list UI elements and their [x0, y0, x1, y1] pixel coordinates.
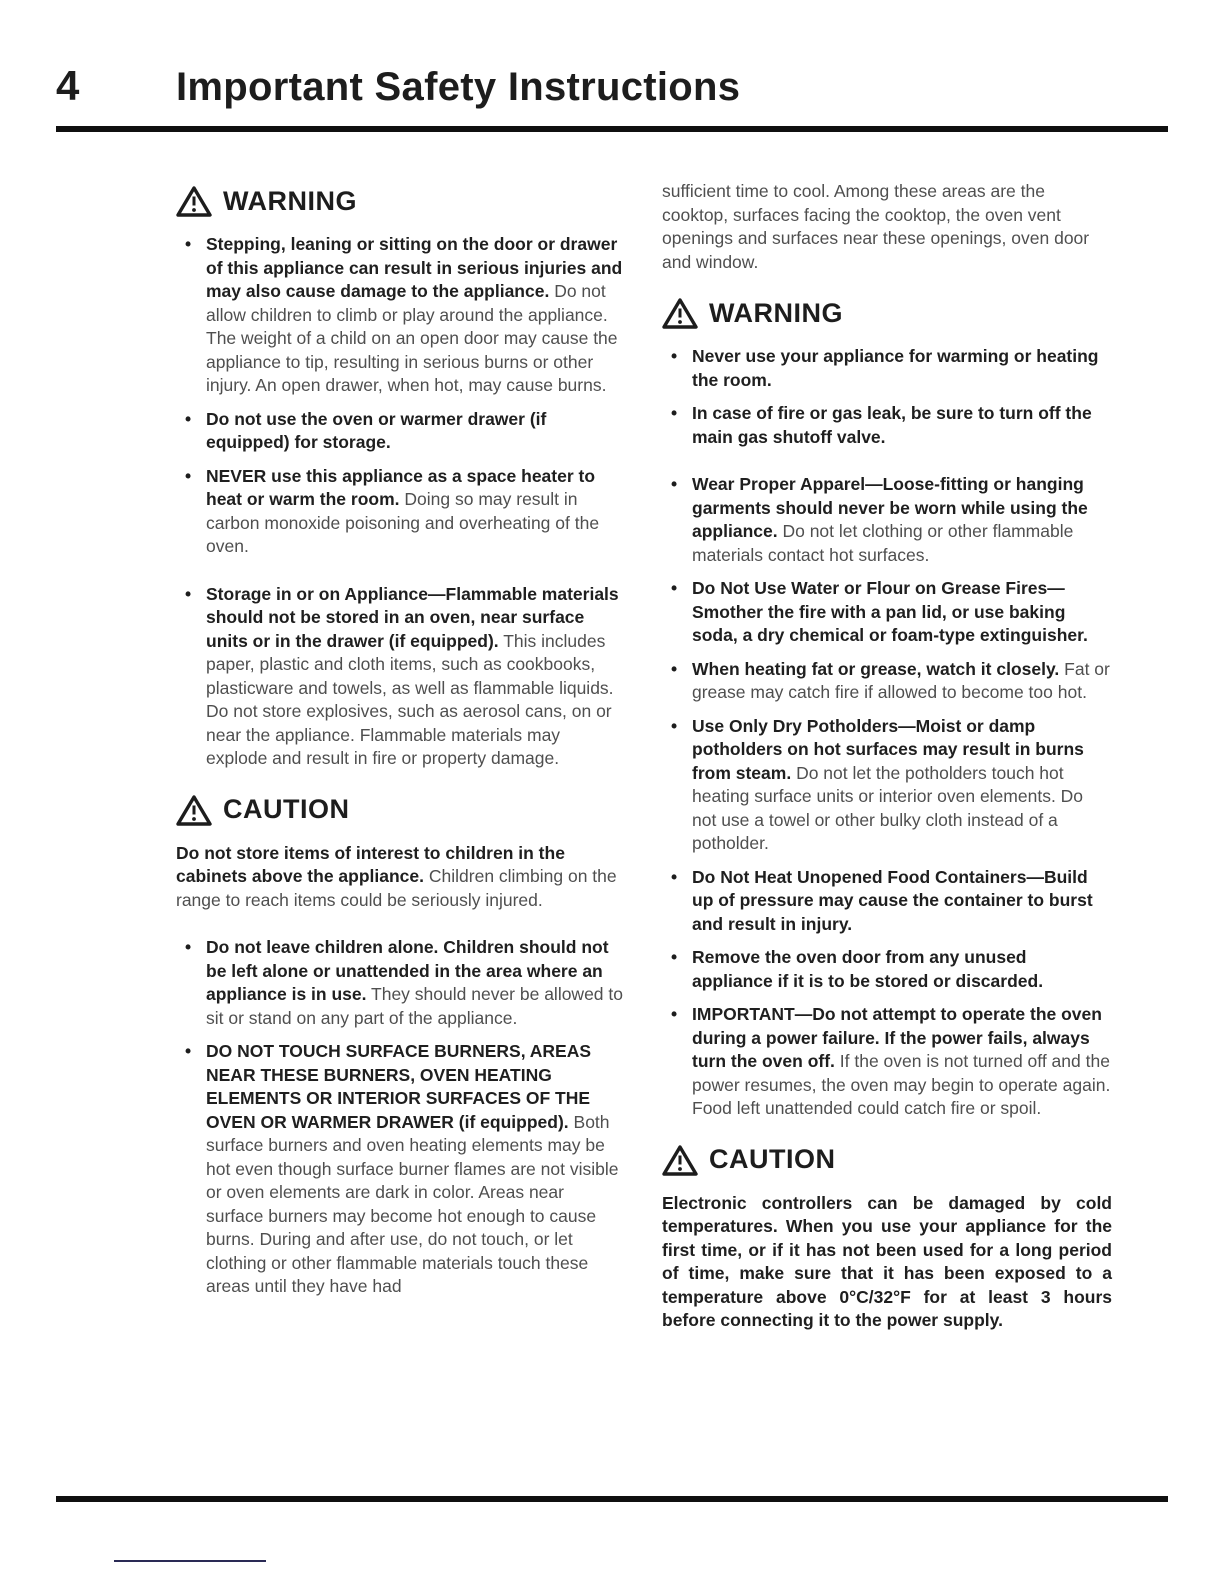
- bullet-item: [662, 1003, 1112, 1121]
- bullet-bold: IMPORTANT—Do not attempt to operate the oven during a power failure. If the power fails, always turn the oven off.: [692, 1004, 1102, 1071]
- paragraph-text: Children climbing on the range to reach items could be seriously injured.: [176, 866, 617, 910]
- content-columns: [176, 180, 1112, 1343]
- warning-header: [176, 186, 626, 217]
- bullet-bold: Never use your appliance for warming or heating the room.: [692, 346, 1099, 390]
- footer-mark: [114, 1560, 266, 1562]
- bullet-bold: Wear Proper Apparel—Loose-fitting or hanging garments should never be worn while using the appliance.: [692, 474, 1088, 541]
- bullet-bold: NEVER use this appliance as a space heater to heat or warm the room.: [206, 465, 596, 509]
- bullet-item: [176, 583, 626, 771]
- caution-paragraph: [176, 842, 626, 913]
- right-column: [662, 180, 1112, 1343]
- bullet-item: [662, 473, 1112, 567]
- bullet-text: Do not let the potholders touch hot heating surface units or interior oven elements. Do not use a towel or other bulky cloth instead of a potholder.: [692, 762, 1084, 853]
- bullet-text: Do not allow children to climb or play around the appliance. The weight of a child on an open door may cause the appliance to tip, resulting in serious burns or other injury. An open drawer, when hot, may cause burns.: [206, 281, 618, 395]
- warning-triangle-icon: [176, 795, 212, 826]
- bullet-bold: In case of fire or gas leak, be sure to turn off the main gas shutoff valve.: [692, 403, 1092, 447]
- paragraph-bold: Do not store items of interest to children in the cabinets above the appliance.: [176, 842, 565, 886]
- left-column: [176, 180, 626, 1343]
- warning-triangle-icon: [662, 298, 698, 329]
- bullet-text: Doing so may result in carbon monoxide poisoning and overheating of the oven.: [206, 489, 600, 556]
- warning-header: [662, 298, 1112, 329]
- bullet-item: [176, 233, 626, 398]
- bullet-text: If the oven is not turned off and the power resumes, the oven may begin to operate again. Food left unattended could catch fire or spoil.: [692, 1051, 1111, 1118]
- bullet-bold: Do Not Heat Unopened Food Containers—Build up of pressure may cause the container to burst and result in injury.: [692, 866, 1093, 934]
- bullet-item: [662, 946, 1112, 993]
- warning-label: WARNING: [709, 297, 843, 328]
- caution-header: [176, 795, 626, 826]
- bullet-item: [662, 715, 1112, 856]
- bullet-item: [662, 345, 1112, 392]
- bullet-bold: When heating fat or grease, watch it closely.: [692, 658, 1060, 679]
- warning-triangle-icon: [662, 1145, 698, 1176]
- caution-label: CAUTION: [223, 794, 350, 825]
- bullet-bold: Do Not Use Water or Flour on Grease Fires—Smother the fire with a pan lid, or use baking soda, a dry chemical or foam-type extinguisher.: [692, 578, 1088, 645]
- bullet-item: [662, 577, 1112, 648]
- bullet-item: [176, 465, 626, 559]
- bullet-item: [662, 866, 1112, 937]
- bullet-item: [176, 1040, 626, 1299]
- warning-triangle-icon: [176, 186, 212, 217]
- bullet-item: [662, 402, 1112, 449]
- bullet-bold: Do not leave children alone. Children should not be left alone or unattended in the area where an appliance is in use.: [206, 937, 609, 1004]
- page-number: 4: [56, 62, 80, 109]
- bullet-text: This includes paper, plastic and cloth items, such as cookbooks, plasticware and towels, as well as flammable liquids. Do not store explosives, such as aerosol cans, on or near the appliance. Flammable materials may explode and result in fire or property damage.: [206, 630, 614, 768]
- caution-label: CAUTION: [709, 1144, 836, 1175]
- footer-rule: [56, 1496, 1168, 1502]
- bullet-text: Do not let clothing or other flammable materials contact hot surfaces.: [692, 521, 1074, 565]
- header-rule: [56, 126, 1168, 132]
- bullet-item: [176, 408, 626, 455]
- bullet-bold: Use Only Dry Potholders—Moist or damp potholders on hot surfaces may result in burns from steam.: [692, 715, 1084, 783]
- bullet-item: [662, 658, 1112, 705]
- caution-header: [662, 1145, 1112, 1176]
- bullet-bold: DO NOT TOUCH SURFACE BURNERS, AREAS NEAR THESE BURNERS, OVEN HEATING ELEMENTS OR INTERIOR SURFACES OF THE OVEN OR WARMER DRAWER (if equipped).: [206, 1041, 592, 1132]
- bullet-text: They should never be allowed to sit or stand on any part of the appliance.: [206, 984, 623, 1028]
- paragraph-text: sufficient time to cool. Among these areas are the cooktop, surfaces facing the cooktop, the oven vent openings and surfaces near these openings, oven door and window.: [662, 181, 1090, 272]
- page-title: Important Safety Instructions: [176, 65, 741, 109]
- bullet-bold: Do not use the oven or warmer drawer (if equipped) for storage.: [206, 408, 547, 452]
- bullet-bold: Storage in or on Appliance—Flammable materials should not be stored in an oven, near surface units or in the drawer (if equipped).: [206, 583, 619, 651]
- warning-label: WARNING: [223, 185, 357, 216]
- bullet-bold: Remove the oven door from any unused appliance if it is to be stored or discarded.: [692, 947, 1044, 991]
- paragraph-bold: Electronic controllers can be damaged by cold temperatures. When you use your appliance for the first time, or if it has not been used for a long period of time, make sure that it has been exposed to a temperature above 0°C/32°F for at least 3 hours before connecting it to the power supply.: [662, 1192, 1112, 1330]
- continuation-paragraph: [662, 180, 1112, 274]
- page-header: [0, 0, 1224, 110]
- bullet-text: Fat or grease may catch fire if allowed to become too hot.: [692, 658, 1110, 702]
- bullet-text: Both surface burners and oven heating elements may be hot even though surface burner flames are not visible or oven elements are dark in color. Areas near surface burners may become hot enough to cause burns. During and after use, do not touch, or let clothing or other flammable materials touch these areas until they have had: [206, 1111, 619, 1296]
- caution-paragraph: [662, 1192, 1112, 1333]
- bullet-item: [176, 936, 626, 1030]
- bullet-bold: Stepping, leaning or sitting on the door or drawer of this appliance can result in serious injuries and may also cause damage to the appliance.: [206, 234, 623, 301]
